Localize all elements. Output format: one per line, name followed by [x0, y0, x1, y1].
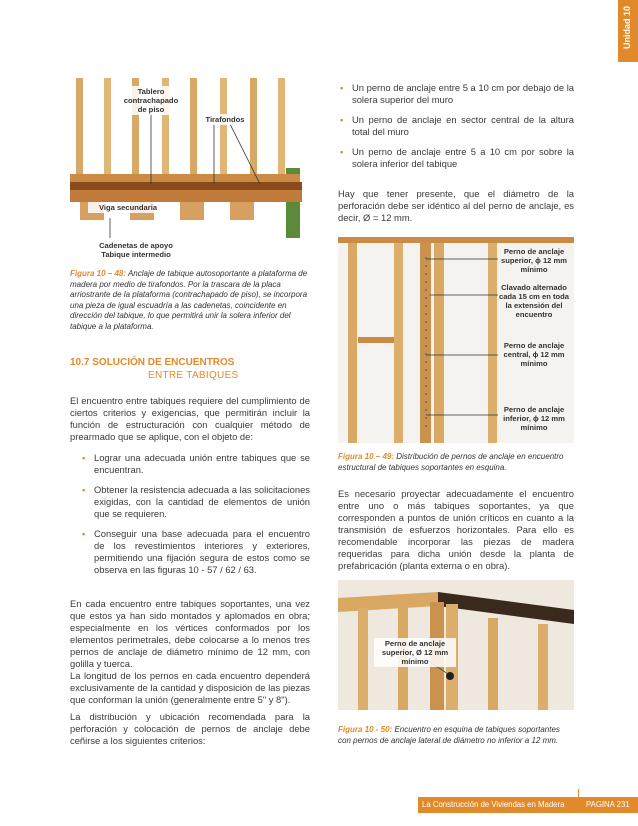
- fig50-stud: [488, 618, 498, 710]
- left-bullet: • Conseguir una base adecuada para el encuentro de los revestimientos interiores y exteriores, permitiendo una fijación segura de estos como se observa en las figuras 10 - 57 / 62 / 63.: [80, 528, 310, 576]
- fig48-caption-label: Figura 10 – 48:: [70, 269, 127, 278]
- fig49-top-plate: [338, 237, 574, 243]
- fig50-label: Perno de anclaje superior, Ø 12 mm mínimo: [374, 638, 456, 667]
- figure-10-48: [70, 78, 306, 261]
- left-bullet: • Obtener la resistencia adecuada a las solicitaciones exigidas, con la cantidad de elementos de unión que se requieren.: [80, 484, 310, 520]
- fig48-stud: [76, 78, 83, 178]
- figure-10-49: [338, 237, 574, 443]
- fig48-joist: [70, 190, 302, 202]
- unit-tab-label: Unidad 10: [622, 6, 632, 50]
- right-bullet: • Un perno de anclaje en sector central de la altura total del muro: [338, 114, 574, 138]
- right-paragraph-2: [338, 488, 574, 577]
- figure-10-48-caption: [70, 269, 310, 332]
- fig49-label-superior: Perno de anclaje superior, ϕ 12 mm mínimo: [500, 247, 568, 274]
- figure-10-48-illustration: [70, 78, 306, 261]
- left-bullet: • Lograr una adecuada unión entre tabiques que se encuentran.: [80, 452, 310, 476]
- left-intro: [70, 395, 310, 448]
- figure-10-49-caption: [338, 452, 574, 473]
- footer-page-number: PAGINA 231: [586, 800, 630, 809]
- fig48-caption-text: Anclaje de tabique autosoportante a plataforma de madera por medio de tirafondos. Por la trascara de la placa arriostrante de la plataforma (contrachapado de piso), se incorpora una pieza de igual escuadría a las cadenetas, coincidente en dirección del tabique, lo que permitirá unir la solera inferior del tabique a la plataforma.: [70, 269, 308, 331]
- fig48-block: [230, 202, 254, 220]
- left-intro-text: El encuentro entre tabiques requiere del cumplimiento de ciertos criterios y exigencias, que permitirán incluir la función de estructuración con cualquier método de prearmado que se aplique, con el objeto de:: [70, 395, 310, 442]
- right-paragraph-2-text: Es necesario proyectar adecuadamente el encuentro entre uno o más tabiques soportantes, ya que corresponden a puntos de unión críticos en cuanto a la transmisión de esfuerzos horizontales. Para ello es recomendable incorporar las piezas de madera requeridas para dicha unión desde la planta de prefabricación (planta externa o en obra).: [338, 488, 574, 571]
- unit-tab: [618, 0, 638, 62]
- fig48-bottom-plate: [70, 174, 300, 182]
- fig49-label-central: Perno de anclaje central, ϕ 12 mm mínimo: [503, 341, 565, 368]
- left-paragraphs: [70, 598, 310, 752]
- right-paragraph-1: [338, 188, 574, 229]
- section-title-line2: ENTRE TABIQUES: [148, 370, 239, 381]
- fig50-caption-label: Figura 10 - 50:: [338, 725, 393, 734]
- fig50-caption-text: Encuentro en esquina de tabiques soportantes con pernos de anclaje lateral de diámetro no inferior a 12 mm.: [338, 725, 560, 745]
- fig50-stud: [358, 608, 368, 710]
- left-paragraph: La distribución y ubicación recomendada para la perforación y colocación de pernos de anclaje debe ceñirse a los siguientes criterios:: [70, 711, 310, 746]
- fig48-label-cadenetas: Cadenetas de apoyo Tabique intermedio: [84, 240, 188, 260]
- fig48-label-tirafondos: Tirafondos: [200, 114, 250, 125]
- footer-title: La Construcción de Viviendas en Madera: [422, 800, 565, 809]
- fig49-label-clavado: Clavado alternado cada 15 cm en toda la extensión del encuentro: [498, 283, 570, 319]
- right-bullet: • Un perno de anclaje entre 5 a 10 cm por debajo de la solera superior del muro: [338, 82, 574, 106]
- section-title-line1: 10.7 SOLUCIÓN DE ENCUENTROS: [70, 357, 235, 368]
- fig48-stud: [278, 78, 285, 178]
- figure-10-50: [338, 580, 574, 710]
- fig48-label-viga: Viga secundaria: [88, 202, 168, 213]
- fig49-caption-label: Figura 10 – 49:: [338, 452, 395, 461]
- fig48-stud: [250, 78, 257, 178]
- section-title: [70, 356, 310, 382]
- fig48-floor-board: [70, 182, 302, 190]
- fig48-block: [180, 202, 204, 220]
- fig48-label-tablero: Tablero contrachapado de piso: [120, 86, 182, 115]
- fig49-stud: [394, 243, 403, 443]
- right-paragraph-1-text: Hay que tener presente, que el diámetro de la perforación debe ser idéntico al del perno de anclaje, es decir, Ø = 12 mm.: [338, 188, 574, 223]
- fig48-stud: [104, 78, 111, 178]
- fig49-label-inferior: Perno de anclaje inferior, ϕ 12 mm mínimo: [503, 405, 565, 432]
- footer-separator: [578, 789, 579, 811]
- fig48-stud: [220, 78, 227, 178]
- right-bullet: • Un perno de anclaje entre 5 a 10 cm por sobre la solera inferior del tabique: [338, 146, 574, 170]
- page-footer: [418, 797, 638, 813]
- left-paragraph: En cada encuentro entre tabiques soportantes, una vez que estos ya han sido montados y aplomados en obra; especialmente en los vértices conformados por los elementos perimetrales, debe colocarse a lo menos tres pernos de anclaje de diámetro mínimo de 12 mm, con golilla y tuerca.: [70, 598, 310, 669]
- figure-10-50-caption: [338, 725, 574, 746]
- left-bullets: [80, 452, 310, 584]
- fig49-stud: [434, 243, 444, 443]
- fig49-caption-text: Distribución de pernos de anclaje en encuentro estructural de tabiques soportantes en esquina.: [338, 452, 564, 472]
- right-bullets: [338, 82, 574, 178]
- fig49-crossbar: [358, 337, 394, 343]
- fig49-stud: [348, 243, 357, 443]
- fig48-stud: [190, 78, 197, 178]
- left-paragraph: La longitud de los pernos en cada encuentro dependerá exclusivamente de la cantidad y disposición de las piezas que conforman la unión (generalmente entre 5" y 8").: [70, 670, 310, 705]
- fig50-stud: [538, 624, 548, 710]
